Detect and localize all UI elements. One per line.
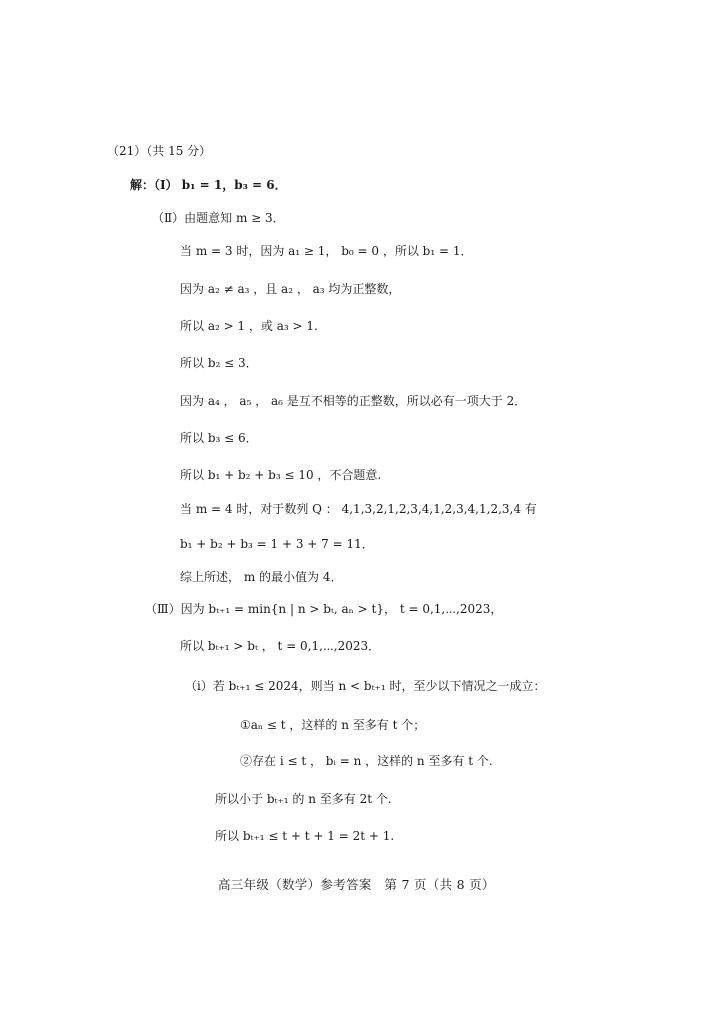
line-1: 解：（Ⅰ） b₁ = 1，b₃ = 6． — [130, 178, 287, 192]
line-6: 所以 b₂ ≤ 3． — [180, 356, 258, 370]
line-8: 所以 b₃ ≤ 6． — [180, 431, 258, 445]
line-4: 因为 a₂ ≠ a₃ ，且 a₂ ， a₃ 均为正整数， — [180, 282, 401, 296]
line-19: 所以 bₜ₊₁ ≤ t + t + 1 = 2t + 1. — [215, 829, 395, 843]
page-footer: 高三年级（数学）参考答案 第 7 页（共 8 页） — [218, 877, 495, 892]
line-16: ①aₙ ≤ t ，这样的 n 至多有 t 个； — [240, 718, 426, 732]
line-17: ②存在 i ≤ t ， bᵢ = n ，这样的 n 至多有 t 个. — [240, 754, 493, 768]
line-10: 当 m = 4 时，对于数列 Q ： 4,1,3,2,1,2,3,4,1,2,3,4,1,2,3,4 有 — [180, 502, 537, 516]
line-15: （ⅰ）若 bₜ₊₁ ≤ 2024，则当 n < bₜ₊₁ 时，至少以下情况之一成立： — [185, 679, 546, 693]
line-9: 所以 b₁ + b₂ + b₃ ≤ 10 ，不合题意. — [180, 468, 382, 482]
line-14: 所以 bₜ₊₁ > bₜ ， t = 0,1,⋯,2023． — [180, 639, 381, 653]
line-0: （21）（共 15 分） — [107, 144, 212, 158]
line-2: （Ⅱ）由题意知 m ≥ 3． — [152, 211, 285, 225]
line-3: 当 m = 3 时，因为 a₁ ≥ 1， b₀ = 0 ，所以 b₁ = 1． — [180, 244, 473, 258]
line-7: 因为 a₄ ， a₅ ， a₆ 是互不相等的正整数，所以必有一项大于 2． — [180, 394, 527, 408]
line-12: 综上所述， m 的最小值为 4． — [180, 570, 343, 584]
line-11: b₁ + b₂ + b₃ = 1 + 3 + 7 = 11． — [180, 537, 374, 551]
line-18: 所以小于 bₜ₊₁ 的 n 至多有 2t 个. — [215, 792, 392, 806]
line-13: （Ⅲ）因为 bₜ₊₁ = min{n | n > bₜ, aₙ > t}， t = 0,1,⋯,2023， — [145, 602, 503, 616]
line-5: 所以 a₂ > 1 ，或 a₃ > 1. — [180, 319, 318, 333]
